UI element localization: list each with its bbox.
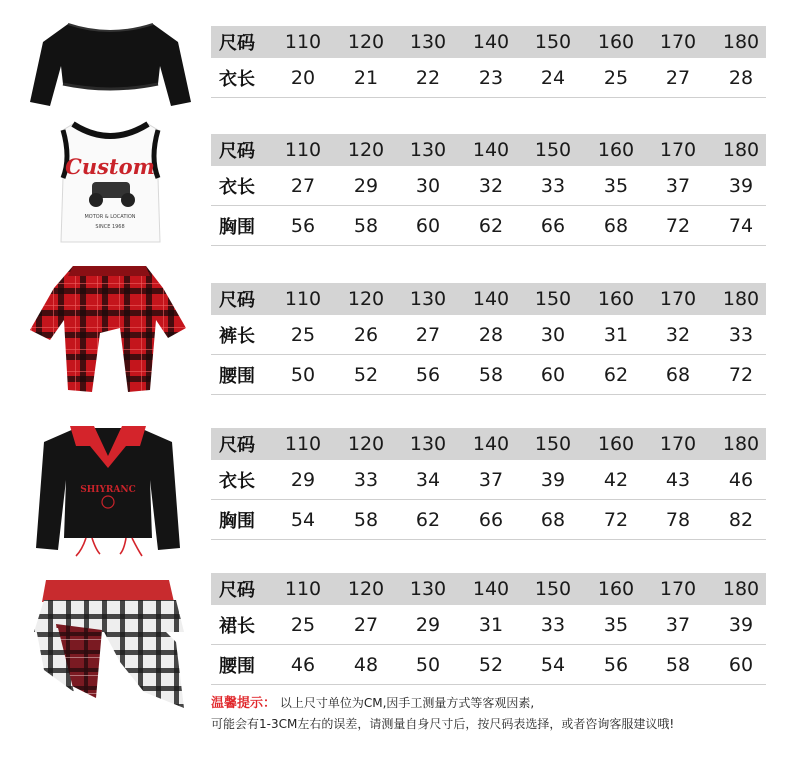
size-cell: 120	[347, 433, 385, 455]
value-cell: 56	[290, 214, 316, 237]
value-cell: 52	[353, 363, 379, 386]
value-cell: 74	[728, 214, 754, 237]
measurement-row	[211, 206, 766, 246]
value-cell: 37	[665, 174, 691, 197]
value-cell: 82	[728, 508, 754, 531]
notice-label: 温馨提示：	[211, 696, 277, 711]
size-cell: 120	[347, 139, 385, 161]
row-label: 腰围	[219, 365, 255, 387]
value-cell: 29	[353, 174, 379, 197]
size-cell: 130	[409, 288, 447, 310]
size-cell: 160	[597, 31, 635, 53]
plaid-asymmetric-skirt-image	[24, 572, 194, 712]
value-cell: 72	[728, 363, 754, 386]
size-cell: 170	[659, 433, 697, 455]
value-cell: 56	[415, 363, 441, 386]
value-cell: 72	[665, 214, 691, 237]
value-cell: 60	[728, 653, 754, 676]
value-cell: 37	[478, 468, 504, 491]
svg-text:MOTOR & LOCATION: MOTOR & LOCATION	[84, 214, 136, 220]
value-cell: 26	[353, 323, 379, 346]
value-cell: 68	[540, 508, 566, 531]
value-cell: 37	[665, 613, 691, 636]
value-cell: 48	[353, 653, 379, 676]
value-cell: 39	[728, 174, 754, 197]
value-cell: 28	[728, 66, 754, 89]
size-cell: 130	[409, 31, 447, 53]
value-cell: 66	[478, 508, 504, 531]
value-cell: 24	[540, 66, 566, 89]
size-cell: 110	[284, 578, 322, 600]
value-cell: 35	[603, 613, 629, 636]
size-cell: 150	[534, 31, 572, 53]
size-table-4	[211, 428, 766, 540]
value-cell: 39	[728, 613, 754, 636]
svg-text:SINCE 1968: SINCE 1968	[95, 224, 125, 230]
value-cell: 31	[478, 613, 504, 636]
size-cell: 150	[534, 433, 572, 455]
size-cell: 140	[472, 578, 510, 600]
size-cell: 180	[722, 433, 760, 455]
value-cell: 27	[415, 323, 441, 346]
value-cell: 54	[290, 508, 316, 531]
size-cell: 110	[284, 139, 322, 161]
value-cell: 50	[415, 653, 441, 676]
size-cell: 170	[659, 288, 697, 310]
value-cell: 33	[540, 613, 566, 636]
value-cell: 20	[290, 66, 316, 89]
size-cell: 170	[659, 578, 697, 600]
value-cell: 66	[540, 214, 566, 237]
value-cell: 72	[603, 508, 629, 531]
value-cell: 68	[603, 214, 629, 237]
size-notice	[211, 693, 674, 734]
measurement-row	[211, 605, 766, 645]
size-cell: 110	[284, 288, 322, 310]
white-tank-top-image	[48, 118, 173, 248]
value-cell: 23	[478, 66, 504, 89]
measurement-row	[211, 315, 766, 355]
row-label: 裙长	[219, 615, 255, 637]
row-label: 尺码	[219, 435, 255, 456]
black-sweater-image	[34, 422, 182, 570]
value-cell: 30	[415, 174, 441, 197]
size-cell: 140	[472, 433, 510, 455]
size-cell: 110	[284, 433, 322, 455]
size-cell: 110	[284, 31, 322, 53]
row-label: 胸围	[219, 510, 255, 532]
notice-line-2: 可能会有1-3CM左右的误差，请测量自身尺寸后，按尺码表选择，或者咨询客服建议哦!	[211, 717, 675, 731]
size-cell: 170	[659, 31, 697, 53]
row-label: 尺码	[219, 141, 255, 162]
size-cell: 140	[472, 139, 510, 161]
size-cell: 160	[597, 578, 635, 600]
row-label: 尺码	[219, 33, 255, 54]
size-table-2	[211, 134, 766, 246]
value-cell: 52	[478, 653, 504, 676]
size-cell: 180	[722, 288, 760, 310]
value-cell: 35	[603, 174, 629, 197]
measurement-row	[211, 645, 766, 685]
value-cell: 58	[353, 214, 379, 237]
value-cell: 32	[665, 323, 691, 346]
size-table-1	[211, 26, 766, 98]
tank-print-text: Custom	[65, 154, 155, 179]
value-cell: 33	[728, 323, 754, 346]
size-cell: 160	[597, 139, 635, 161]
size-cell: 130	[409, 433, 447, 455]
sweater-print-text: SHIYRANC	[80, 485, 136, 495]
size-cell: 140	[472, 31, 510, 53]
row-label: 裤长	[219, 325, 255, 347]
size-cell: 170	[659, 139, 697, 161]
value-cell: 46	[728, 468, 754, 491]
row-label: 衣长	[219, 176, 255, 198]
value-cell: 34	[415, 468, 441, 491]
value-cell: 62	[603, 363, 629, 386]
row-label: 尺码	[219, 580, 255, 601]
value-cell: 29	[290, 468, 316, 491]
size-cell: 150	[534, 139, 572, 161]
size-cell: 160	[597, 288, 635, 310]
size-table-5	[211, 573, 766, 685]
measurement-row	[211, 166, 766, 206]
size-header-row	[211, 573, 766, 605]
size-cell: 120	[347, 578, 385, 600]
value-cell: 25	[290, 613, 316, 636]
value-cell: 32	[478, 174, 504, 197]
value-cell: 25	[603, 66, 629, 89]
value-cell: 25	[290, 323, 316, 346]
size-header-row	[211, 428, 766, 460]
row-label: 尺码	[219, 290, 255, 311]
value-cell: 58	[665, 653, 691, 676]
row-label: 胸围	[219, 216, 255, 238]
size-cell: 120	[347, 288, 385, 310]
size-cell: 130	[409, 578, 447, 600]
size-cell: 130	[409, 139, 447, 161]
value-cell: 68	[665, 363, 691, 386]
value-cell: 27	[290, 174, 316, 197]
value-cell: 27	[665, 66, 691, 89]
value-cell: 28	[478, 323, 504, 346]
black-shrug-image	[28, 14, 193, 109]
size-header-row	[211, 283, 766, 315]
value-cell: 39	[540, 468, 566, 491]
value-cell: 31	[603, 323, 629, 346]
value-cell: 62	[415, 508, 441, 531]
value-cell: 43	[665, 468, 691, 491]
size-cell: 160	[597, 433, 635, 455]
measurement-row	[211, 58, 766, 98]
size-cell: 180	[722, 578, 760, 600]
value-cell: 22	[415, 66, 441, 89]
value-cell: 56	[603, 653, 629, 676]
size-cell: 180	[722, 31, 760, 53]
value-cell: 54	[540, 653, 566, 676]
value-cell: 58	[478, 363, 504, 386]
row-label: 衣长	[219, 470, 255, 492]
measurement-row	[211, 355, 766, 395]
value-cell: 33	[353, 468, 379, 491]
value-cell: 58	[353, 508, 379, 531]
size-table-3	[211, 283, 766, 395]
value-cell: 29	[415, 613, 441, 636]
row-label: 腰围	[219, 655, 255, 677]
size-cell: 180	[722, 139, 760, 161]
red-plaid-skirt-image	[28, 258, 188, 398]
value-cell: 42	[603, 468, 629, 491]
size-cell: 150	[534, 288, 572, 310]
size-cell: 120	[347, 31, 385, 53]
value-cell: 60	[540, 363, 566, 386]
value-cell: 46	[290, 653, 316, 676]
row-label: 衣长	[219, 68, 255, 90]
size-header-row	[211, 26, 766, 58]
value-cell: 21	[353, 66, 379, 89]
value-cell: 33	[540, 174, 566, 197]
size-cell: 140	[472, 288, 510, 310]
value-cell: 78	[665, 508, 691, 531]
notice-line-1: 以上尺寸单位为CM,因手工测量方式等客观因素,	[279, 696, 535, 710]
value-cell: 30	[540, 323, 566, 346]
value-cell: 60	[415, 214, 441, 237]
value-cell: 62	[478, 214, 504, 237]
measurement-row	[211, 500, 766, 540]
value-cell: 27	[353, 613, 379, 636]
value-cell: 50	[290, 363, 316, 386]
size-header-row	[211, 134, 766, 166]
measurement-row	[211, 460, 766, 500]
size-cell: 150	[534, 578, 572, 600]
